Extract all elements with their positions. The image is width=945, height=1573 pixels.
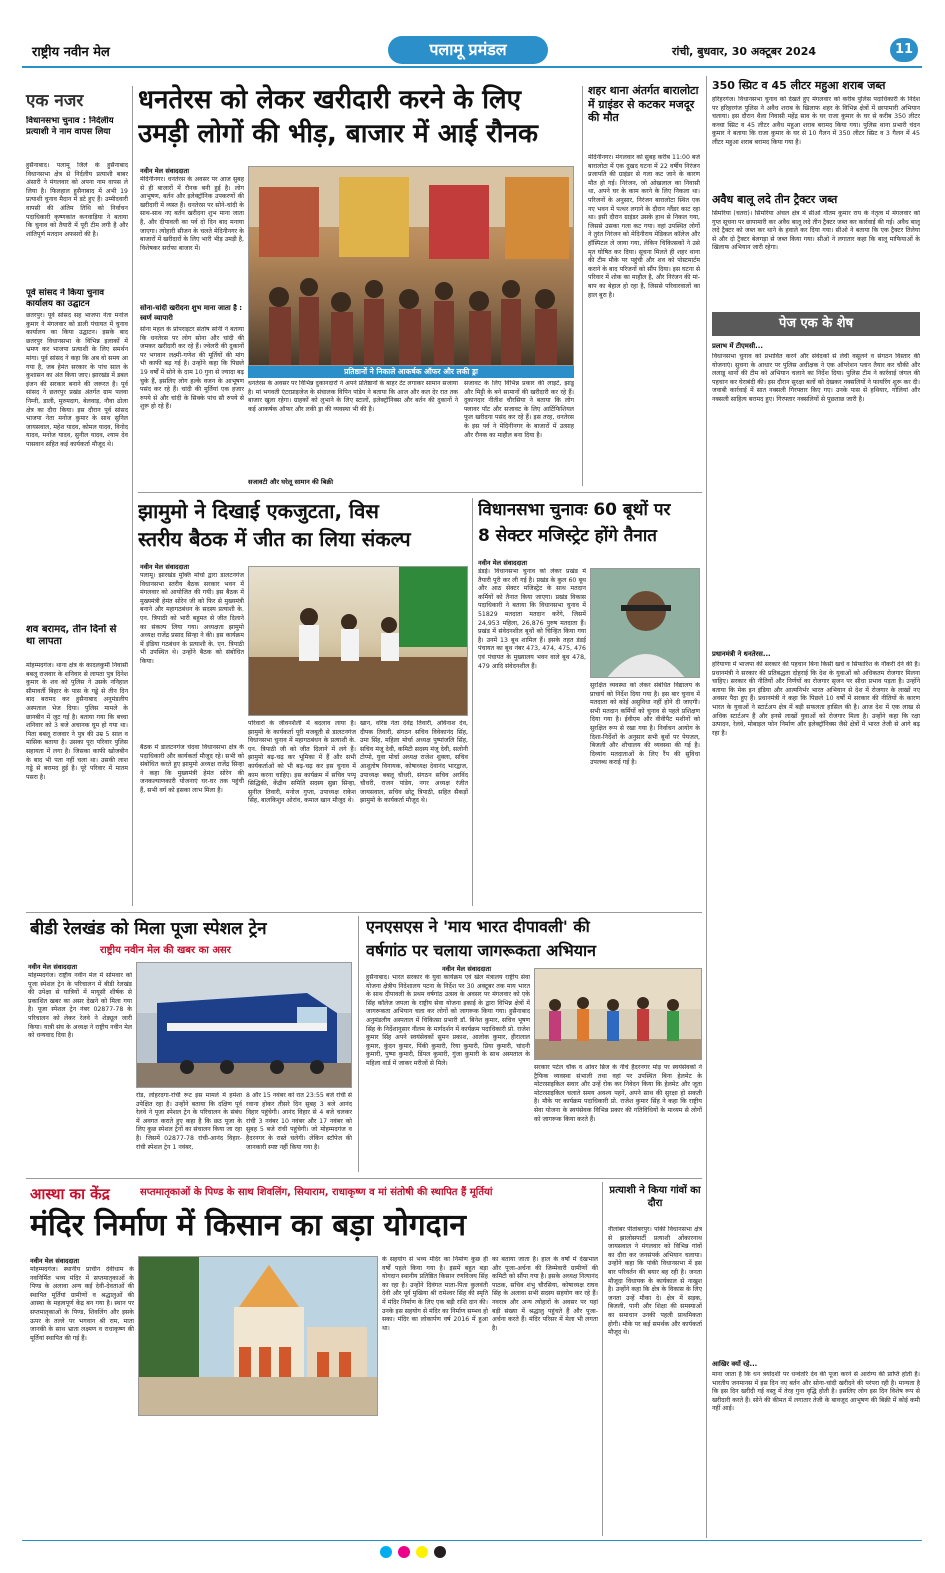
jmm-byline: नवीन मेल संवाददाता [140, 563, 189, 571]
grinder-body: मेदिनीनगर। मंगलवार को सुबह करीब 11:00 बजे बारालोटा में एक दुखद घटना में 22 वर्षीय निरंजन प्रजापति की ग्राइंडर से गला कट जाने के कारण मौत हो गई। निरंजन, जो ओखलाल का निवासी था, अपने घर के काम करने के लिए निकला था। परिजनों के अनुसार, निरंजन बारालोटा स्थित एक नए भवन में पत्थर लगाने के दौरान ग्लैंडर काट रहा था। इसी दौरान ग्राइंडर उसके हाथ से निकल गया, जिससे उसका गला कट गया। वहां उपस्थित लोगों ने तुरंत निरंजन को मेदिनीराय मेडिकल कॉलेज और हॉस्पिटल ले जाया गया, लेकिन चिकित्सकों ने उसे मृत घोषित कर दिया। सूचना मिलते ही शहर थाना की टीम मौके पर पहुंची और शव को पोस्टमार्टम कराने के बाद परिजनों को सौंप दिया। इस घटना से परिवार में शोक का माहौल है, और निरंजन की मां-बाप का बेहाल हो रहा है, जिससे परिवारवालों का हाल बुरा है। [588, 154, 700, 299]
jmm-body-2: बैठक में डालटनगंज चंदवा विधानसभा क्षेत्र के पदाधिकारी और कार्यकर्ता मौजूद रहे। सभी को संबोधित करते हुए झामुमो अध्यक्ष राजेंद्र सिन्हा ने कहा कि मुख्यमंत्री हेमंत सोरेन की जनकल्याणकारी योजनाएं घर-घर तक पहुंची हैं, सभी वर्ग को इसका लाभ मिला है। [140, 744, 244, 794]
lead-headline-line-1: धनतेरस को लेकर खरीदारी करने के लिए [138, 85, 521, 115]
train-byline: नवीन मेल संवाददाता [28, 963, 77, 971]
election-headline-line-1: विधानसभा चुनावः 60 बूथों पर [478, 500, 671, 520]
lead-body-1: मेदिनीनगर। धनतेरस के अवसर पर आज सुबह से ही बाजारों में रौनक बनी हुई है। लोग आभूषण, बर्तन और इलेक्ट्रॉनिक उपकरणों की खरीदारी में व्यस्त हैं। धनतेरस पर सोने-चांदी के साथ-साथ नए बर्तन खरीदना शुभ माना जाता है, और दीपावली का पर्व दो दिन बाद मनाया जाएगा। त्योहारी सीजन के चलते मेदिनीनगर के बाजारों में खरीदारों के लिए भारी भीड़ उमड़ी है, विशेषकर सर्राफा बाजार में। [140, 176, 244, 252]
train-kicker: राष्ट्रीय नवीन मेल की खबर का असर [100, 945, 231, 956]
liquor-headline: 350 स्प्रिट व 45 लीटर महुआ शराब जब्त [712, 79, 886, 92]
ek-nazar-label [26, 88, 126, 110]
continued-h1: प्रलाभ में टीएमसी... [712, 342, 763, 350]
nss-headline-line-1: एनएसएस ने 'माय भारत दीपावली' की [366, 917, 590, 936]
nss-body-1: हुसैनाबाद। भारत सरकार के युवा कार्यक्रम एवं खेल मंत्रालय राष्ट्रीय सेवा योजना क्षेत्रीय निदेशालय पटना के निर्देश पर 30 अक्टूबर तक माय भारत के साथ दीपावली के प्रथम वर्षगांठ उत्सव के अवसर पर मंगलवार को एके सिंह कॉलेज जपला के राष्ट्रीय सेवा योजना इकाई के द्वारा विभिन्न क्षेत्रों में जागरूकता अभियान चला कर लोगों को जागरूक किया गया। हुसैनाबाद अनुमंडलीय अस्पताल में चिकित्सा प्रभारी डॉ. बिनेश कुमार, सचिव भूषण सिंह के निर्देशानुसार नीलम के मार्गदर्शन में कार्यक्रम पदाधिकारी प्रो. राजेश कुमार सिंह अपने स्वयंसेवकों सुमन प्रकाश, आलोक कुमार, हीरालाल कुमार, कुंदन कुमार, पिंकी कुमारी, रिया कुमारी, प्रिया कुमारी, चांदनी कुमारी, पुष्पा कुमारी, डिंपल कुमारी, गुंजा कुमारी के साथ अस्पताल के महिला वार्ड में जाकर मरीजों से मिले। [366, 974, 530, 1067]
temple-illustration [139, 1257, 378, 1416]
train-top-rule [26, 912, 702, 913]
nss-body-2: सरकार पटेल चौक व ओवर ब्रिज के नीचे हैदरनगर मोड़ पर स्वयंसेवकों ने ट्रैफिक व्यवस्था संभाली तथा वहां पर उपस्थित बिना हेलमेट के मोटरसाइकिल सवार और उन्हें रोक कर निवेदन किया कि हेलमेट और जूता मोटरसाइकिल चलाते समय अवश्य पहनें, अपने साथ की सुरक्षा हो सकती है। मौके पर कार्यक्रम पदाधिकारी प्रो. राजेश कुमार सिंह ने कहा कि राष्ट्रीय सेवा योजना के स्वयंसेवक विभिन्न प्रकार की गतिविधियों के माध्यम से लोगों को जागरूक किया करते हैं। [534, 1064, 702, 1123]
header-rule [22, 66, 922, 68]
astha-label-box [30, 1184, 136, 1204]
election-body-2: सुरक्षित व्यवस्था को लेकर संबंधित विद्यालय के प्राचार्य को निर्देश दिया गया है। इस बार चुनाव में मतदाता को कोई असुविधा नहीं होने दी जाएगी। सभी मतदान कर्मियों को चुनाव से पहले प्रशिक्षण दिया गया है। ईवीएम और वीवीपैट मशीनों को सुरक्षित रूप से रखा गया है। निर्वाचन आयोग के दिशा-निर्देशों के अनुसार सभी बूथों पर पेयजल, बिजली और शौचालय की व्यवस्था की गई है। दिव्यांग मतदाताओं के लिए रैंप की सुविधा उपलब्ध कराई गई है। [590, 682, 700, 767]
registration-marks [380, 1546, 510, 1558]
footer-rule [22, 1540, 922, 1541]
jmm-body-4: खान, वरिष्ठ नेता देवेंद्र तिवारी, अविनाश देव, दीपक तिवारी, संगठन सचिव विवेकानंद सिंह, उमा सिंह, महिला मोर्चा अध्यक्ष पुष्पांजलि सिंह, सचिव मंजू देवी, कमिटी सदस्य मंजू देवी, सलोनी टोप्पो, युवा मोर्चा अध्यक्ष राजेश शुक्ला, सचिव आशुतोष विनायक, कोषाध्यक्ष देवानंद भारद्वाज, उपाध्यक्ष बबलू चौधरी, संगठन सचिव अरविंद चौधरी, राजन पांडेय, नगर अध्यक्ष रंजीत जायसवाल, सचिव छोटू त्रिपाठी, सहित सैकड़ों झामुमो के कार्यकर्ता मौजूद थे। [360, 720, 468, 805]
header [22, 36, 922, 64]
right-col-divider [706, 76, 707, 1538]
sand-headline: अवैध बालू लदे तीन ट्रैक्टर जब्त [712, 193, 838, 206]
temple-photo [138, 1256, 378, 1416]
ek-nazar-text: एक नजर [26, 91, 84, 111]
tour-headline: प्रत्याशी ने किया गांवों का दौरा [609, 1185, 701, 1209]
train-body-3: 8 और 15 नवंबर को रात 23:55 बजे रांची से रवाना होकर तीसरे दिन सुबह 3 बजे आनंद विहार पहुंचेगी। आनंद विहार से 4 बजे चलकर रांची 3 नवंबर 10 नवंबर और 17 नवंबर को सुबह 5 बजे रांची पहुंचेगी। जो मोहम्मदगंज व हैदरनगर के रास्ते चलेगी। लेकिन स्टॉपेज की जानकारी स्पष्ट नहीं किया गया है। [246, 1092, 352, 1151]
sand-body: सिमरिया (चतरा)। सिमरिया अंचल क्षेत्र में सीओ गौतम कुमार राय के नेतृत्व में मंगलवार को गुप्त सूचना पर छापामारी कर अवैध बालू लदे तीन ट्रैक्टर जब्त कर कार्रवाई की गई। अवैध बालू लदे ट्रैक्टर को जब्त कर थाने के हवाले कर दिया गया। सीओ ने बताया कि एक ट्रैक्टर तिलेया से और दो ट्रैक्टर बेलगड़ा से जब्त किया गया। सीओ ने लगातार कहा कि बालू माफियाओं के खिलाफ अभियान जारी रहेगा। [712, 210, 920, 252]
market-crowd-illustration [249, 167, 574, 366]
official-portrait-illustration [591, 569, 700, 678]
election-body-1: डंडई। विधानसभा चुनाव को लेकर प्रखंड में तैयारी पूरी कर ली गई है। प्रखंड के कुल 60 बूथ और आठ सेक्टर मजिस्ट्रेट के साथ मतदान कर्मियों को तैनात किया जाएगा। प्रखंड विकास पदाधिकारी ने बताया कि विधानसभा चुनाव में 51829 मतदाता मतदान करेंगे, जिसमें 24,953 महिला, 26,876 पुरुष मतदाता हैं। प्रखंड में संवेदनशील बूथों को चिन्हित किया गया है। उनमें 13 बूथ शामिल हैं। इसके तहत डंडई पंचायत का बूथ नंबर 473, 474, 475, 476 एवं पंचायत के मुख्यालय भवन वाले बूथ 478, 479 आदि संवेदनशील हैं। [478, 568, 586, 670]
train-engine-illustration [137, 963, 352, 1088]
nss-campaign-photo [534, 968, 702, 1060]
jmm-body-3: परिवारों के जीवनशैली में बदलाव लाया है। झामुमो के कार्यकर्ता पूरी मजबूती से डालटनगंज विधानसभा चुनाव में महागठबंधन के प्रत्याशी के. एन. त्रिपाठी जी को जीत दिलाने में लगे हैं। झामुमो बढ़-चढ़ कर भूमिका में हैं और सभी कार्यकर्ताओं को भी बढ़-चढ़ कर इस चुनाव में काम करना चाहिए। इस कार्यक्रम में सचिव पप्पू सिद्धिकी, केंद्रीय समिति सदस्य सुन्ना सिन्हा, सुनील तिवारी, मनोज गुप्ता, उपाध्यक्ष राकेश सिंह, बालकिशुन ओरांव, कमाल खान मौजूद थे। [248, 720, 356, 805]
election-headline-line-2: 8 सेक्टर मजिस्ट्रेट होंगे तैनात [478, 526, 657, 546]
tour-divider [602, 1182, 603, 1536]
lead-body-3: धनतेरस के अवसर पर विभिन्न दुकानदारों ने अपने प्रतिष्ठानों के बाहर टेंट लगाकर सामान सजाया है। मां भगवती एंटरप्राइजेज के संचालक विपिन पांडेय ने बताया कि आज और कल देर रात तक बाजार खुला रहेगा। ग्राहकों को लुभाने के लिए स्टालों, इलेक्ट्रॉनिक्स और बर्तन की दुकानों ने कई आकर्षक ऑफर और लकी ड्रा की व्यवस्था भी की है। [248, 380, 458, 413]
election-official-photo [590, 568, 700, 678]
train-photo [136, 962, 352, 1088]
nss-headline-line-2: वर्षगांठ पर चलाया जागरूकता अभियान [366, 941, 597, 960]
swatch-cyan [380, 1546, 392, 1558]
swatch-black [434, 1546, 446, 1558]
section-banner [388, 36, 548, 64]
train-body-2: रोड, लोहरदगा-रांची रूट इस मामले में हमेशा उपेक्षित रहा है। उन्होंने बताया कि दक्षिण पूर्व रेलवे ने पूजा स्पेशल ट्रेन के परिचालन के संबंध में अवगत कराते हुए कहा है कि छठ पूजा के लिए कुछ स्पेशल ट्रेनों का संचालन किया जा रहा है। जिसमें 02877-78 रांची-आनंद विहार-रांची स्पेशल ट्रेन 1 नवंबर, [136, 1092, 242, 1151]
astha-byline: नवीन मेल संवाददाता [30, 1257, 79, 1265]
jmm-headline-line-1: झामुमो ने दिखाई एकजुटता, विस [138, 499, 379, 523]
masthead: राष्ट्रीय नवीन मेल [32, 45, 110, 60]
nss-divider [358, 916, 359, 1172]
left-col-divider [132, 86, 133, 906]
astha-top-rule [26, 1178, 702, 1179]
continued-label: पेज एक के शेष [778, 316, 854, 331]
tour-body: नीलांबर पीतांबरपुर। पांकी विधानसभा क्षेत्र से झालोसपार्टी प्रत्याशी ओंकारनाथ जायसवाल ने मंगलवार को विभिन्न गांवों का दौरा कर जनसंपर्क अभियान चलाया। उन्होंने कहा कि पांकी विधानसभा में इस बार परिवर्तन की बयार बह रही है। जनता मौजूदा विधायक के कार्यकाल से नाखुश है। उन्होंने कहा कि क्षेत्र के विकास के लिए जनता उन्हें मौका दे। क्षेत्र में सड़क, बिजली, पानी और शिक्षा की समस्याओं का समाधान उनकी पहली प्राथमिकता होगी। मौके पर कई समर्थक और कार्यकर्ता मौजूद थे। [608, 1226, 702, 1337]
jmm-headline-line-2: स्तरीय बैठक में जीत का लिया संकल्प [138, 527, 411, 551]
ek-nazar-item-2-body: छतरपुर। पूर्व सांसद सह भाजपा नेता मनोज कुमार ने मंगलवार को डाली पंचायत में चुनाव कार्यालय का किया उद्घाटन। इसके बाद छतरपुर विधानसभा के विभिन्न इलाकों में भ्रमण कर भाजपा प्रत्याशी के लिए समर्थन मांगा। पूर्व सांसद ने कहा कि अब वो समय आ गया है, जब हेमंत सरकार के पांच साल के कुशासन का अंत किया जाए। झारखंड में डबल इंजन की सरकार बनाने की जरूरत है। पूर्व सांसद ने छतरपुर प्रखंड अंतर्गत ग्राम पलवा निम्नी, डाली, मुरुमदाग, बेलवाड़, नौवा ढोला क्षेत्र का दौरा किया। इस दौरान पूर्व सांसद भाजपा नेता मनोज कुमार के साथ सुनिल जायसवाल, महेश यादव, कोमल यादव, विनोद यादव, मनोज यादव, सुनील यादव, श्याम देव पासवान सहित कई कार्यकर्ता मौजूद थे। [26, 312, 128, 448]
ek-nazar-item-2-title: पूर्व सांसद ने किया चुनाव कार्यालय का उद्घाटन [26, 288, 105, 309]
lead-subhead-1: सोना-चांदी खरीदना शुभ माना जाता है : स्वर्ण व्यापारी [140, 304, 243, 322]
ek-nazar-item-3-body: मोहम्मदगंज। थाना क्षेत्र के कादलकुर्मी निवासी बबलू राजवार के शनिवार से लापता पुत्र दिनेश कुमार के शव को पुलिस ने उसके ननिहाल सीमावर्ती बिहार के पास के गड्ढे से तीन दिन बाद बरामद कर हुसैनाबाद अनुमंडलीय अस्पताल भेज दिया। पुलिस मामले के छानबीन में जुट गई है। बताया गया कि बच्चा शनिवार को 3 बजे अचानक घूम हो गया था। पिता बबलू राजवार ने पुत्र की उम्र 5 साल व मासिक बताया है। उसका पूरा परिवार पुलिस सहायता में लगा है। जिसका काफी खोजबीन के बाद भी पता नहीं चला था। उसकी लाश गड्ढे से बरामद हुई है। पूरे परिवार में मातम पसरा है। [26, 662, 128, 781]
ek-nazar-item-1-title: विधानसभा चुनाव : निर्दलीय प्रत्याशी ने नाम वापस लिया [26, 116, 114, 137]
continued-h2: प्रधानमंत्री ने धनतेरस... [712, 650, 771, 658]
continued-band [712, 312, 920, 336]
lead-headline-line-2: उमड़ी लोगों की भीड़, बाजार में आई रौनक [138, 119, 538, 149]
lead-subhead-2: सजावटी और घरेलू सामान की बिक्री [248, 478, 334, 486]
train-body-1: मोहम्मदगंज। राष्ट्रीय नवीन मेल में सोमवार को पूजा स्पेशल ट्रेन के परिचालन में बीडी रेलखंड की उपेक्षा से यात्रियों में मायूसी शीर्षक से प्रकाशित खबर का असर देखने को मिला गया है। पूजा स्पेशल ट्रेन नंबर 02877-78 के परिचालन को लेकर रेलवे ने शेड्यूल जारी किया। यात्री संघ के अध्यक्ष ने राष्ट्रीय नवीन मेल को धन्यवाद दिया है। [28, 972, 132, 1040]
lead-body-4: सजावट के लिए विभिन्न प्रकार की लाइटें, झाडू और मिट्टी के बने सामानों की खरीदारी कर रहे हैं। दुकानदार नीतीश चौरसिया ने बताया कि लोग फ्लावर पॉट और सजावट के लिए आर्टिफिशियल फूल खरीदना पसंद कर रहे हैं। इस तरह, धनतेरस के इस पर्व ने मेदिनीनगर के बाजारों में उत्साह और रौनक का माहौल बना दिया है। [464, 380, 574, 439]
swatch-yellow [416, 1546, 428, 1558]
ek-nazar-item-3-title: शव बरामद, तीन दिनों से था लापता [26, 624, 117, 647]
continued-b2: हरियाणा में भाजपा की सरकार की पहचान बिना किसी खर्चे व सिफारिश के नौकरी देने की है। प्रधानमंत्री ने सरकार की प्रतिबद्धता दोहराई कि देश के युवाओं को अधिकतम रोजगार मिलना चाहिए। सरकार की नीतियों और निर्णयों का रोजगार सृजन पर सीधा प्रभाव पड़ता है। उन्होंने बताया कि मेक इन इंडिया और आत्मनिर्भर भारत अभियान से देश में रोजगार के लाखों नए अवसर पैदा हुए हैं। प्रधानमंत्री ने कहा कि पिछले 10 वर्षों में सरकार की नीतियों के कारण भारत के युवाओं ने स्टार्टअप क्षेत्र में बड़ी सफलता हासिल की है। आज देश में एक लाख से अधिक स्टार्टअप हैं और इनसे लाखों युवाओं को रोजगार मिला है। उन्होंने कहा कि रक्षा उत्पादन, रेलवे, मोबाइल फोन निर्माण और इलेक्ट्रॉनिक्स जैसे क्षेत्रों में भारत तेजी से आगे बढ़ रहा है। [712, 661, 920, 737]
grinder-headline: शहर थाना अंतर्गत बारालोटा में ग्राइंडर से कटकर मजदूर की मौत [588, 84, 699, 124]
page-number-text: 11 [894, 42, 914, 57]
swatch-magenta [398, 1546, 410, 1558]
nss-students-illustration [535, 969, 702, 1060]
astha-body-3: का बताया जाता है। हाल के वर्षों में देखभाल और पूजा-अर्चना की जिम्मेवारी ग्रामीणों की कमिटी को सौंपा गया है। इसके अध्यक्ष नित्यानंद पाठक, सचिव शंभु चौरसिया, कोषाध्यक्ष राघव सिंह के अलावा सभी सदस्य सहयोग कर रहे हैं। नवरात्र और अन्य त्योहारों के अवसर पर यहां बड़ी संख्या में श्रद्धालु पहुंचते हैं और पूजा-अर्चना करते हैं। मंदिर परिसर में मेला भी लगता है। [492, 1256, 598, 1332]
section-title: पलामू प्रमंडल [429, 40, 507, 59]
astha-label: आस्था का केंद्र [30, 1185, 110, 1203]
page-number [890, 38, 918, 62]
astha-kicker: सप्तमातृकाओं के पिण्ड के साथ शिवलिंग, सियाराम, राधाकृष्ण व मां संतोषी की स्थापित हैं मूर्तियां [140, 1187, 493, 1198]
jmm-meeting-photo [248, 566, 468, 716]
jmm-top-rule [138, 492, 702, 493]
lead-photo-caption-band [248, 366, 574, 378]
train-headline: बीडी रेलखंड को मिला पूजा स्पेशल ट्रेन [30, 919, 267, 939]
election-byline: नवीन मेल संवाददाता [478, 559, 527, 567]
jmm-body-1: पलामू। झारखंड मुक्ति मोर्चा द्वारा डालटनगंज विधानसभा स्तरीय बैठक सरकार भवन में मंगलवार को आयोजित की गयी। इस बैठक में मुख्यमंत्री हेमंत सोरेन जी को फिर से मुख्यमंत्री बनाने और महागठबंधन के सदस्य प्रत्याशी के. एन. त्रिपाठी को भारी बहुमत से जीत दिलाने का संकल्प लिया गया। अध्यक्षता झामुमो अध्यक्ष राजेंद्र प्रसाद सिन्हा ने की। इस कार्यक्रम में इंडिया गठबंधन के प्रत्याशी के. एन. त्रिपाठी भी उपस्थित थे। उन्होंने बैठक को संबोधित किया। [140, 572, 244, 665]
continued-h3: आखिर क्यों रहे... [712, 1360, 758, 1368]
astha-body-2: के सहयोग से भव्य मंदिर का निर्माण कुछ ही वर्षों पहले किया गया है। इसमें बहुत बड़ा योगदान स्थानीय प्रतिष्ठित किसान रणविजय सिंह का रहा है। उन्होंने दिवंगत माता-पिता कुलवंती देवी और पूर्व मुखिया श्री रामेश्वर सिंह की स्मृति में मंदिर निर्माण के लिए एक बड़ी राशि दान की। उनके इस सहयोग से मंदिर का निर्माण सम्भव हो सका। मंदिर का लोकार्पण वर्ष 2016 में हुआ था। [382, 1256, 488, 1332]
astha-headline: मंदिर निर्माण में किसान का बड़ा योगदान [30, 1208, 467, 1243]
grinder-divider [582, 86, 583, 486]
election-divider [472, 498, 473, 906]
astha-body-1: मोहम्मदगंज। स्थानीय प्राचीन देवीधाम के नवनिर्मित भव्य मंदिर में सप्तमातृकाओं के पिण्ड के अलावा अन्य कई देवी-देवताओं की स्थापित मूर्तियां ग्रामीणों व श्रद्धालुओं की आस्था के महत्वपूर्ण केंद्र बन गया है। स्थान पर सप्तमातृकाओं के पिण्ड, शिवलिंग और इसके ऊपर के तल्ले पर भगवान श्री राम, माता जानकी के साथ भ्राता लक्ष्मण व राधाकृष्ण की मूर्तियां स्थापित की गई हैं। [30, 1266, 134, 1342]
ek-nazar-item-1-body: हुसैनाबाद। पलामू जिले के हुसैनाबाद विधानसभा क्षेत्र से निर्दलीय प्रत्याशी बाबर अंसारी ने मंगलवार को अपना नाम वापस ले लिया है। फिलहाल हुसैनाबाद में अभी 19 प्रत्याशी चुनाव मैदान में डटे हुए हैं। उम्मीदवारी वापसी की अंतिम तिथि को निर्वाचन पदाधिकारी कृष्णकांत कनवाड़िया ने बताया कि चुनाव को तैयारी में पूरी टीम लगी है और शांतिपूर्ण मतदान अफसरों की है। [26, 162, 128, 238]
jmm-meeting-illustration [249, 567, 468, 716]
lead-photo-caption: प्रतिष्ठानों ने निकाले आकर्षक ऑफर और लकी ड्रा [344, 367, 478, 376]
lead-byline: नवीन मेल संवाददाता [140, 167, 189, 175]
dateline: रांची, बुधवार, 30 अक्टूबर 2024 [672, 45, 817, 58]
nss-byline: नवीन मेल संवाददाता [442, 965, 491, 973]
dhanteras-market-photo [248, 166, 574, 366]
continued-b3: माना जाता है कि धन त्रयोदशी पर धन्वंतरि देव की पूजा करने से आरोग्य की प्राप्ति होती है। भारतीय जनमानस में इस दिन नए बर्तन और सोना-चांदी खरीदने की परंपरा रही है। मान्यता है कि इस दिन खरीदी गई वस्तु में तेरह गुना वृद्धि होती है। इसलिए लोग इस दिन विशेष रूप से खरीदारी करते हैं। सोने की कीमत में लगातार तेजी के बावजूद आभूषण की बिक्री में कोई कमी नहीं आई। [712, 1371, 920, 1413]
lead-body-2: सोना महल के प्रोपराइटर संतोष सोनी ने बताया कि धनतेरस पर लोग सोना और चांदी की जमकर खरीदारी कर रहे हैं। ज्वेलरी की दुकानों पर भगवान लक्ष्मी-गणेश की मूर्तियों की मांग भी काफी बढ़ गई है। उन्होंने कहा कि पिछले 19 वर्षों में सोने के दाम 10 गुना से ज्यादा बढ़ चुके हैं, इसलिए लोग हल्के वजन के आभूषण पसंद कर रहे हैं। चांदी की मूर्तियां एक हजार रुपये से और चांदी के सिक्के पांच सौ रुपये से शुरू हो रहे हैं। [140, 326, 244, 411]
continued-b1: विधानसभा चुनाव को प्रभावित करने और संवेदकों से लेवी वसूलने व संगठन विस्तार की योजनाएं। सुचना के आधार पर पुलिस अधीक्षक ने एक ऑपरेशन प्लान तैयार कर चौकी और ललाडू थानों की टीम को अभियान चलाने का निर्देश दिया। पुलिस टीम ने कार्रवाई जंगल की पहचान कर घेराबंदी की। इस दौरान सुरक्षा बलों को देखकर नक्सलियों ने फायरिंग शुरू कर दी। जवाबी कार्रवाई में सात नक्सली गिरफ्तार किए गए। उनके पास से हथियार, गोलियां और नक्सली साहित्य बरामद हुए। गिरफ्तार नक्सलियों से पूछताछ जारी है। [712, 353, 920, 403]
liquor-body: हरिहरगंज। विधानसभा चुनाव को देखते हुए मंगलवार को करीब पुलिस पदाधिकारी के निर्देश पर हरिहरगंज पुलिस ने अवैध शराब के खिलाफ शहर के विभिन्न क्षेत्रों में छापामारी अभियान चलाया। इस दौरान थैला निवासी महेंद्र साव के घर राजा कुमार के घर से करीब 350 लीटर कच्चा स्प्रिट व 45 लीटर अवैध महुआ शराब बरामद किया गया। पुलिस थाना प्रभारी चंदन कुमार ने बताया कि राजा कुमार के घर से 10 गैलन में 350 लीटर स्प्रिट व 3 गैलन में 45 लीटर महुआ शराब बरामद किया गया है। [712, 96, 920, 146]
